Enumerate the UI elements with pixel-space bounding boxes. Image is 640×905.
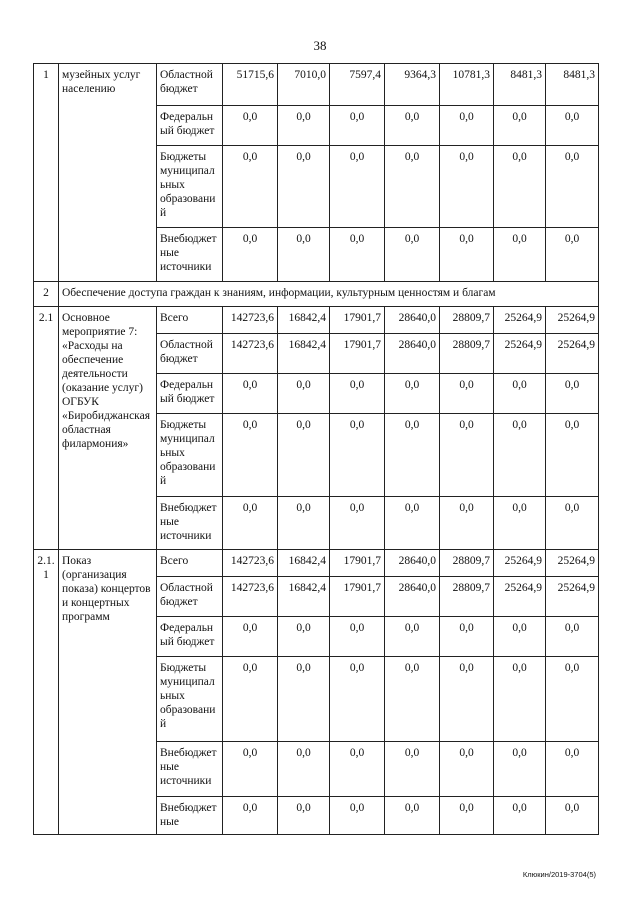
amount-cell: 0,0 xyxy=(440,374,494,414)
amount-cell: 8481,3 xyxy=(546,64,599,106)
amount-cell: 0,0 xyxy=(385,617,440,657)
funding-source: Областной бюджет xyxy=(157,577,223,617)
amount-cell: 0,0 xyxy=(494,228,546,282)
amount-cell: 28640,0 xyxy=(385,307,440,334)
amount-cell: 0,0 xyxy=(385,228,440,282)
amount-cell: 0,0 xyxy=(330,497,385,550)
amount-cell: 16842,4 xyxy=(278,307,330,334)
amount-cell: 0,0 xyxy=(440,797,494,835)
amount-cell: 0,0 xyxy=(223,617,278,657)
item-name: Основное мероприятие 7: «Расходы на обеспечение деятельности (оказание услуг) ОГБУК «Биробиджанская областная филармония» xyxy=(59,307,157,550)
amount-cell: 0,0 xyxy=(494,497,546,550)
funding-source: Всего xyxy=(157,307,223,334)
amount-cell: 0,0 xyxy=(223,797,278,835)
amount-cell: 0,0 xyxy=(546,742,599,797)
amount-cell: 28809,7 xyxy=(440,307,494,334)
amount-cell: 0,0 xyxy=(278,497,330,550)
amount-cell: 142723,6 xyxy=(223,550,278,577)
item-number: 1 xyxy=(34,64,59,282)
amount-cell: 10781,3 xyxy=(440,64,494,106)
amount-cell: 0,0 xyxy=(330,742,385,797)
amount-cell: 25264,9 xyxy=(494,307,546,334)
amount-cell: 0,0 xyxy=(385,414,440,497)
amount-cell: 9364,3 xyxy=(385,64,440,106)
amount-cell: 28640,0 xyxy=(385,550,440,577)
amount-cell: 25264,9 xyxy=(494,550,546,577)
page-number: 38 xyxy=(313,38,327,53)
amount-cell: 0,0 xyxy=(385,106,440,146)
amount-cell: 28640,0 xyxy=(385,577,440,617)
document-code-stamp: Клюкин/2019-3704(5) xyxy=(522,870,596,879)
amount-cell: 142723,6 xyxy=(223,307,278,334)
funding-source: Бюджеты муниципальных образований xyxy=(157,657,223,742)
amount-cell: 0,0 xyxy=(440,146,494,228)
amount-cell: 0,0 xyxy=(494,414,546,497)
amount-cell: 142723,6 xyxy=(223,577,278,617)
funding-source: Федеральный бюджет xyxy=(157,617,223,657)
amount-cell: 0,0 xyxy=(440,106,494,146)
amount-cell: 0,0 xyxy=(330,146,385,228)
section-number: 2 xyxy=(34,282,59,307)
amount-cell: 16842,4 xyxy=(278,550,330,577)
amount-cell: 0,0 xyxy=(223,146,278,228)
amount-cell: 0,0 xyxy=(546,414,599,497)
amount-cell: 0,0 xyxy=(546,106,599,146)
amount-cell: 51715,6 xyxy=(223,64,278,106)
amount-cell: 0,0 xyxy=(546,146,599,228)
amount-cell: 0,0 xyxy=(494,797,546,835)
amount-cell: 0,0 xyxy=(223,497,278,550)
amount-cell: 0,0 xyxy=(278,228,330,282)
amount-cell: 25264,9 xyxy=(546,307,599,334)
funding-source: Внебюджетные xyxy=(157,797,223,835)
amount-cell: 25264,9 xyxy=(494,577,546,617)
table-row xyxy=(34,550,599,577)
amount-cell: 0,0 xyxy=(385,797,440,835)
amount-cell: 28809,7 xyxy=(440,550,494,577)
amount-cell: 0,0 xyxy=(494,742,546,797)
amount-cell: 0,0 xyxy=(330,414,385,497)
amount-cell: 28640,0 xyxy=(385,334,440,374)
amount-cell: 8481,3 xyxy=(494,64,546,106)
item-number: 2.1.1 xyxy=(34,550,59,835)
amount-cell: 0,0 xyxy=(385,146,440,228)
amount-cell: 0,0 xyxy=(330,106,385,146)
amount-cell: 0,0 xyxy=(440,228,494,282)
amount-cell: 0,0 xyxy=(278,657,330,742)
amount-cell: 7010,0 xyxy=(278,64,330,106)
item-name: Показ (организация показа) концертов и концертных программ xyxy=(59,550,157,835)
amount-cell: 7597,4 xyxy=(330,64,385,106)
amount-cell: 0,0 xyxy=(440,497,494,550)
amount-cell: 0,0 xyxy=(494,617,546,657)
section-row xyxy=(34,282,599,307)
item-name: музейных услуг населению xyxy=(59,64,157,282)
amount-cell: 25264,9 xyxy=(546,334,599,374)
amount-cell: 0,0 xyxy=(278,617,330,657)
amount-cell: 0,0 xyxy=(223,742,278,797)
funding-source: Бюджеты муниципальных образований xyxy=(157,414,223,497)
budget-table xyxy=(33,63,599,835)
funding-source: Всего xyxy=(157,550,223,577)
funding-source: Федеральный бюджет xyxy=(157,106,223,146)
amount-cell: 17901,7 xyxy=(330,550,385,577)
amount-cell: 17901,7 xyxy=(330,334,385,374)
amount-cell: 17901,7 xyxy=(330,307,385,334)
amount-cell: 0,0 xyxy=(546,657,599,742)
amount-cell: 0,0 xyxy=(223,228,278,282)
funding-source: Внебюджетные источники xyxy=(157,742,223,797)
amount-cell: 0,0 xyxy=(278,797,330,835)
amount-cell: 0,0 xyxy=(494,146,546,228)
amount-cell: 0,0 xyxy=(385,374,440,414)
amount-cell: 0,0 xyxy=(494,374,546,414)
amount-cell: 28809,7 xyxy=(440,334,494,374)
amount-cell: 0,0 xyxy=(546,797,599,835)
amount-cell: 16842,4 xyxy=(278,577,330,617)
amount-cell: 0,0 xyxy=(330,617,385,657)
amount-cell: 0,0 xyxy=(330,797,385,835)
funding-source: Внебюджетные источники xyxy=(157,228,223,282)
amount-cell: 0,0 xyxy=(546,497,599,550)
amount-cell: 0,0 xyxy=(223,414,278,497)
amount-cell: 16842,4 xyxy=(278,334,330,374)
amount-cell: 25264,9 xyxy=(546,550,599,577)
amount-cell: 0,0 xyxy=(330,657,385,742)
amount-cell: 25264,9 xyxy=(546,577,599,617)
amount-cell: 0,0 xyxy=(330,228,385,282)
amount-cell: 17901,7 xyxy=(330,577,385,617)
amount-cell: 0,0 xyxy=(440,657,494,742)
amount-cell: 0,0 xyxy=(278,146,330,228)
amount-cell: 0,0 xyxy=(330,374,385,414)
item-number: 2.1 xyxy=(34,307,59,550)
funding-source: Областной бюджет xyxy=(157,64,223,106)
amount-cell: 0,0 xyxy=(223,106,278,146)
amount-cell: 0,0 xyxy=(440,414,494,497)
amount-cell: 0,0 xyxy=(278,106,330,146)
amount-cell: 0,0 xyxy=(278,414,330,497)
amount-cell: 25264,9 xyxy=(494,334,546,374)
funding-source: Областной бюджет xyxy=(157,334,223,374)
amount-cell: 0,0 xyxy=(223,657,278,742)
amount-cell: 142723,6 xyxy=(223,334,278,374)
amount-cell: 0,0 xyxy=(546,228,599,282)
amount-cell: 0,0 xyxy=(440,617,494,657)
section-title: Обеспечение доступа граждан к знаниям, информации, культурным ценностям и благам xyxy=(59,282,599,307)
amount-cell: 0,0 xyxy=(278,742,330,797)
amount-cell: 0,0 xyxy=(278,374,330,414)
amount-cell: 0,0 xyxy=(385,497,440,550)
funding-source: Федеральный бюджет xyxy=(157,374,223,414)
amount-cell: 0,0 xyxy=(385,742,440,797)
amount-cell: 0,0 xyxy=(546,374,599,414)
table-row xyxy=(34,64,599,106)
amount-cell: 0,0 xyxy=(385,657,440,742)
amount-cell: 0,0 xyxy=(546,617,599,657)
amount-cell: 0,0 xyxy=(494,106,546,146)
amount-cell: 28809,7 xyxy=(440,577,494,617)
table-row xyxy=(34,307,599,334)
funding-source: Внебюджетные источники xyxy=(157,497,223,550)
amount-cell: 0,0 xyxy=(223,374,278,414)
amount-cell: 0,0 xyxy=(440,742,494,797)
funding-source: Бюджеты муниципальных образований xyxy=(157,146,223,228)
amount-cell: 0,0 xyxy=(494,657,546,742)
